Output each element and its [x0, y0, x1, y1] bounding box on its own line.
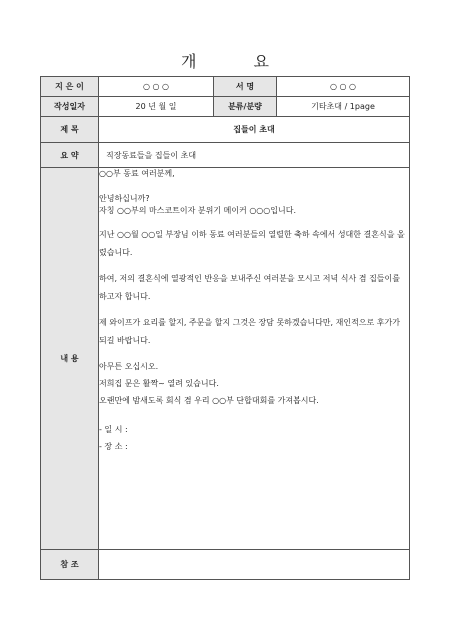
author-label: 지 은 이 — [41, 77, 99, 97]
reference-value — [99, 550, 410, 580]
subject-label: 제 목 — [41, 117, 99, 143]
content-paragraph: 제 와이프가 요리를 할지, 주문을 할지 그것은 장담 못하겠습니다만, 재인적으로 후가가 되길 바랍니다. — [99, 317, 400, 345]
category-label: 분류/분량 — [214, 97, 277, 117]
subject-value: 집들이 초대 — [99, 117, 410, 143]
content-paragraph: 하여, 저의 결혼식에 열광적인 반응을 보내주신 여러분을 모시고 저녁 식사 겸 집들이를 하고자 합니다. — [99, 273, 400, 301]
content-paragraph: 지난 ○○월 ○○일 부장님 이하 동료 여러분들의 열렬한 축하 속에서 성대한 결혼식을 올렸습니다. — [99, 229, 405, 257]
author-value: ○ ○ ○ — [99, 77, 214, 97]
sign-label: 서 명 — [214, 77, 277, 97]
content-paragraph: 저희집 문은 활짝~ 열려 있습니다. — [99, 378, 219, 388]
content-label: 내 용 — [41, 168, 99, 550]
summary-label: 요 약 — [41, 143, 99, 168]
content-paragraph: 오랜만에 밤새도록 회식 겸 우리 ○○부 단합대회를 가져봅시다. — [99, 395, 319, 405]
content-body — [99, 168, 410, 550]
event-date: - 일 시 : — [99, 424, 128, 434]
date-value: 20 년 월 일 — [99, 97, 214, 117]
content-paragraph: 안녕하십니까? — [99, 193, 150, 203]
content-paragraph: 아무튼 오십시오. — [99, 361, 159, 371]
summary-value: 직장동료들을 집들이 초대 — [99, 143, 410, 168]
category-value: 기타초대 / 1page — [277, 97, 410, 117]
content-greeting: ○○부 동료 여러분께, — [99, 169, 175, 178]
page-title: 개 요 — [181, 52, 295, 71]
date-label: 작성일자 — [41, 97, 99, 117]
event-place: - 장 소 : — [99, 441, 128, 451]
overview-form — [40, 76, 410, 580]
sign-value: ○ ○ ○ — [277, 77, 410, 97]
content-paragraph: 자칭 ○○부의 마스코트이자 분위기 메이커 ○○○입니다. — [99, 206, 296, 215]
reference-label: 참 조 — [41, 550, 99, 580]
